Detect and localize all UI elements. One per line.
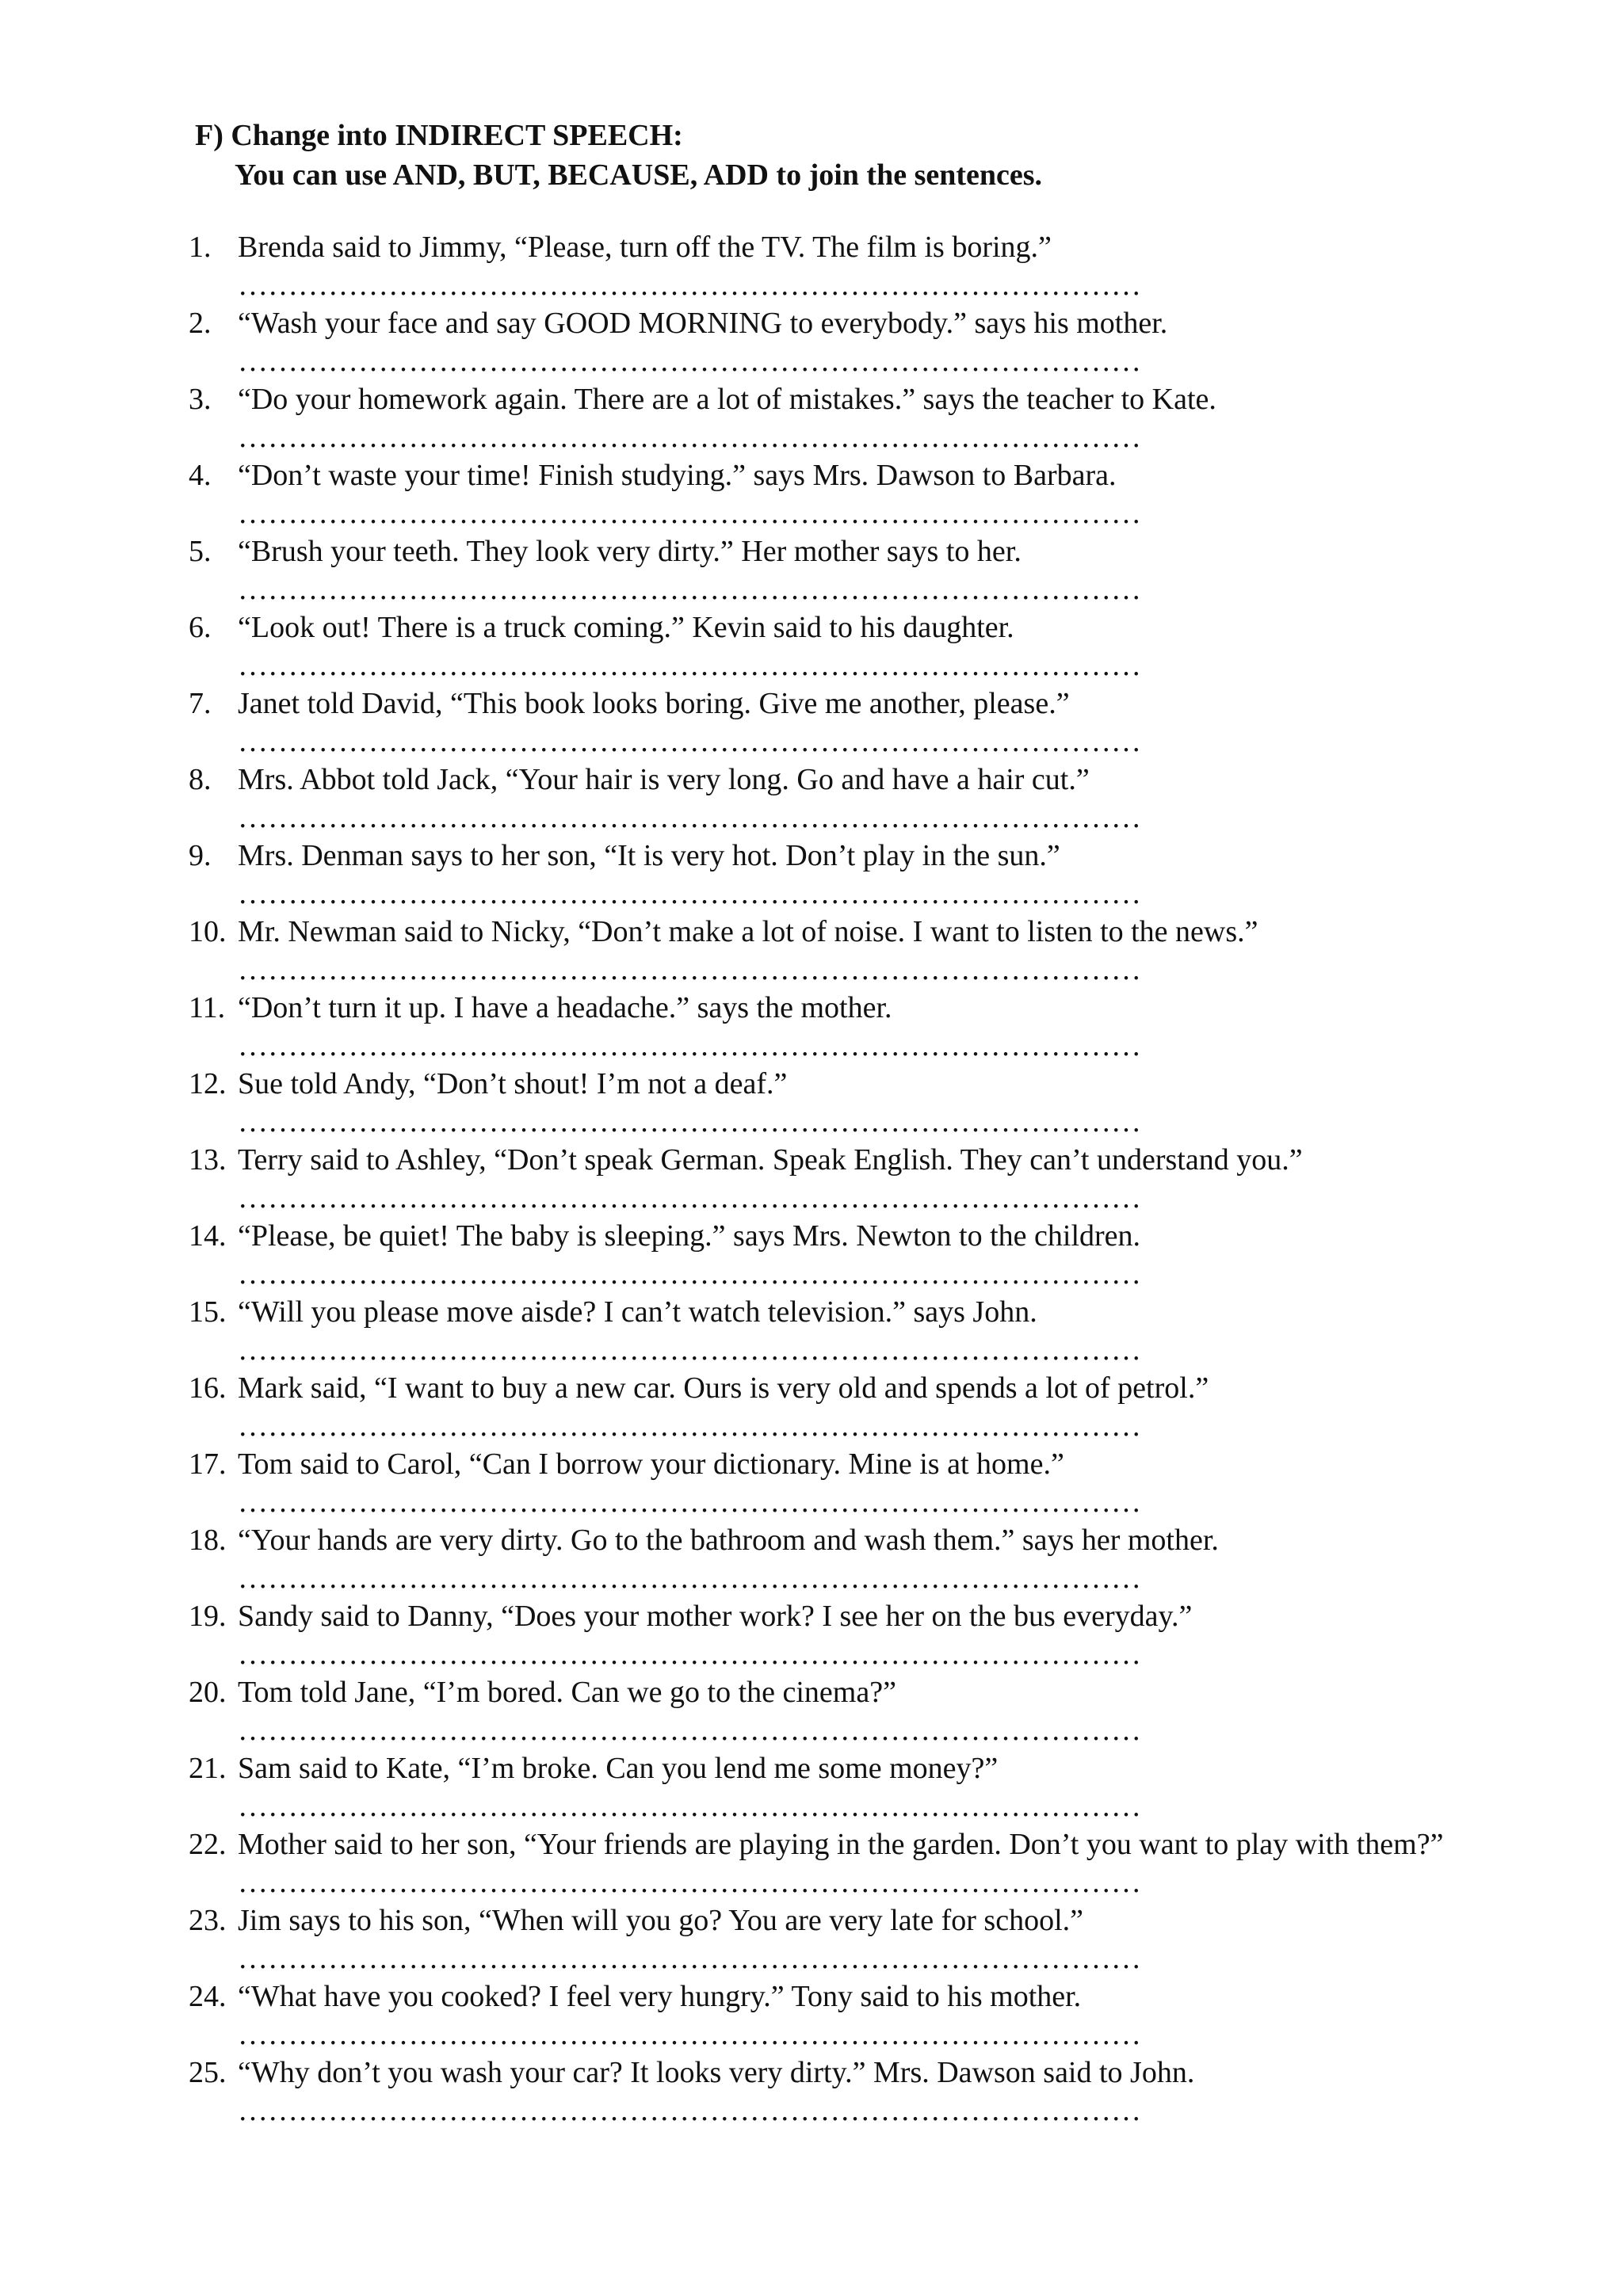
exercise-item [189,989,1506,1065]
answer-line[interactable]: ……………………………………………………………………………… [238,421,1141,454]
item-number: 22. [189,1828,227,1861]
answer-line[interactable]: ……………………………………………………………………………… [238,2094,1141,2127]
exercise-instructions: You can use AND, BUT, BECAUSE, ADD to join the sentences. [235,158,1043,192]
answer-line[interactable]: ……………………………………………………………………………… [238,1638,1141,1671]
answer-line[interactable]: ……………………………………………………………………………… [238,953,1141,986]
exercise-item [189,608,1506,685]
answer-line[interactable]: ……………………………………………………………………………… [238,1257,1141,1291]
item-number: 5. [189,535,212,568]
answer-line[interactable]: ……………………………………………………………………………… [238,497,1141,530]
exercise-item [189,1065,1506,1141]
exercise-item [189,1825,1506,1901]
exercise-item [189,1749,1506,1825]
answer-line[interactable]: ……………………………………………………………………………… [238,801,1141,834]
item-sentence: “Why don’t you wash your car? It looks very dirty.” Mrs. Dawson said to John. [238,2056,1195,2089]
answer-line[interactable]: ……………………………………………………………………………… [238,1942,1141,1975]
exercise-item [189,837,1506,913]
item-sentence: “Will you please move aisde? I can’t watch television.” says John. [238,1295,1037,1329]
item-number: 16. [189,1371,227,1405]
item-sentence: Sandy said to Danny, “Does your mother work? I see her on the bus everyday.” [238,1600,1193,1633]
answer-line[interactable]: ……………………………………………………………………………… [238,1486,1141,1519]
item-sentence: “What have you cooked? I feel very hungry.” Tony said to his mother. [238,1980,1082,2013]
answer-line[interactable]: ……………………………………………………………………………… [238,1714,1141,1747]
item-sentence: Mother said to her son, “Your friends are playing in the garden. Don’t you want to play with them?” [238,1828,1444,1861]
exercise-item [189,228,1506,304]
item-number: 6. [189,611,212,644]
answer-line[interactable]: ……………………………………………………………………………… [238,1333,1141,1367]
answer-line[interactable]: ……………………………………………………………………………… [238,269,1141,302]
exercise-item [189,1901,1506,1978]
exercise-item [189,761,1506,837]
item-sentence: Terry said to Ashley, “Don’t speak German. Speak English. They can’t understand you.” [238,1143,1303,1177]
item-number: 17. [189,1447,227,1481]
item-number: 3. [189,383,212,416]
item-sentence: Sue told Andy, “Don’t shout! I’m not a deaf.” [238,1067,788,1100]
answer-line[interactable]: ……………………………………………………………………………… [238,573,1141,606]
item-number: 25. [189,2056,227,2089]
item-number: 7. [189,687,212,720]
item-number: 9. [189,839,212,872]
exercise-title: F) Change into INDIRECT SPEECH: [195,119,683,152]
item-sentence: Mrs. Abbot told Jack, “Your hair is very long. Go and have a hair cut.” [238,763,1090,796]
answer-line[interactable]: ……………………………………………………………………………… [238,1790,1141,1823]
item-number: 2. [189,307,212,340]
item-number: 19. [189,1600,227,1633]
item-sentence: “Brush your teeth. They look very dirty.” Her mother says to her. [238,535,1022,568]
exercise-item [189,1597,1506,1673]
item-number: 14. [189,1219,227,1253]
exercise-item [189,1445,1506,1521]
item-sentence: Jim says to his son, “When will you go? You are very late for school.” [238,1904,1083,1937]
exercise-item [189,1521,1506,1597]
item-sentence: Tom told Jane, “I’m bored. Can we go to the cinema?” [238,1676,896,1709]
item-number: 15. [189,1295,227,1329]
answer-line[interactable]: ……………………………………………………………………………… [238,1409,1141,1443]
answer-line[interactable]: ……………………………………………………………………………… [238,1105,1141,1138]
item-number: 10. [189,915,227,948]
exercise-item [189,1369,1506,1445]
item-sentence: Janet told David, “This book looks boring. Give me another, please.” [238,687,1070,720]
exercise-item [189,304,1506,380]
item-sentence: “Do your homework again. There are a lot of mistakes.” says the teacher to Kate. [238,383,1216,416]
answer-line[interactable]: ……………………………………………………………………………… [238,1866,1141,1899]
item-number: 20. [189,1676,227,1709]
answer-line[interactable]: ……………………………………………………………………………… [238,1181,1141,1215]
item-sentence: “Wash your face and say GOOD MORNING to everybody.” says his mother. [238,307,1168,340]
exercise-item [189,1673,1506,1749]
item-number: 21. [189,1752,227,1785]
answer-line[interactable]: ……………………………………………………………………………… [238,649,1141,682]
exercise-item [189,1141,1506,1217]
item-sentence: Tom said to Carol, “Can I borrow your dictionary. Mine is at home.” [238,1447,1064,1481]
item-sentence: “Your hands are very dirty. Go to the bathroom and wash them.” says her mother. [238,1524,1219,1557]
item-number: 23. [189,1904,227,1937]
exercise-item [189,456,1506,532]
exercise-item [189,913,1506,989]
exercise-item [189,2054,1506,2130]
answer-line[interactable]: ……………………………………………………………………………… [238,1562,1141,1595]
item-sentence: Mr. Newman said to Nicky, “Don’t make a lot of noise. I want to listen to the news.” [238,915,1258,948]
exercise-item [189,685,1506,761]
item-sentence: “Look out! There is a truck coming.” Kevin said to his daughter. [238,611,1014,644]
item-number: 8. [189,763,212,796]
item-number: 12. [189,1067,227,1100]
item-number: 4. [189,459,212,492]
exercise-item [189,532,1506,608]
item-sentence: “Don’t waste your time! Finish studying.” says Mrs. Dawson to Barbara. [238,459,1117,492]
item-sentence: Sam said to Kate, “I’m broke. Can you lend me some money?” [238,1752,999,1785]
item-sentence: “Don’t turn it up. I have a headache.” says the mother. [238,991,892,1024]
answer-line[interactable]: ……………………………………………………………………………… [238,877,1141,910]
exercise-heading [195,116,1042,195]
exercise-item [189,380,1506,456]
item-number: 24. [189,1980,227,2013]
exercise-item [189,1217,1506,1293]
item-sentence: Brenda said to Jimmy, “Please, turn off the TV. The film is boring.” [238,231,1052,264]
answer-line[interactable]: ……………………………………………………………………………… [238,1029,1141,1062]
item-sentence: “Please, be quiet! The baby is sleeping.” says Mrs. Newton to the children. [238,1219,1141,1253]
item-number: 18. [189,1524,227,1557]
answer-line[interactable]: ……………………………………………………………………………… [238,345,1141,378]
item-number: 11. [189,991,226,1024]
exercise-item [189,1978,1506,2054]
item-number: 13. [189,1143,227,1177]
exercise-item [189,1293,1506,1369]
exercise-list [189,228,1506,2130]
item-sentence: Mark said, “I want to buy a new car. Ours is very old and spends a lot of petrol.” [238,1371,1209,1405]
item-number: 1. [189,231,212,264]
answer-line[interactable]: ……………………………………………………………………………… [238,2018,1141,2051]
item-sentence: Mrs. Denman says to her son, “It is very hot. Don’t play in the sun.” [238,839,1060,872]
answer-line[interactable]: ……………………………………………………………………………… [238,725,1141,758]
